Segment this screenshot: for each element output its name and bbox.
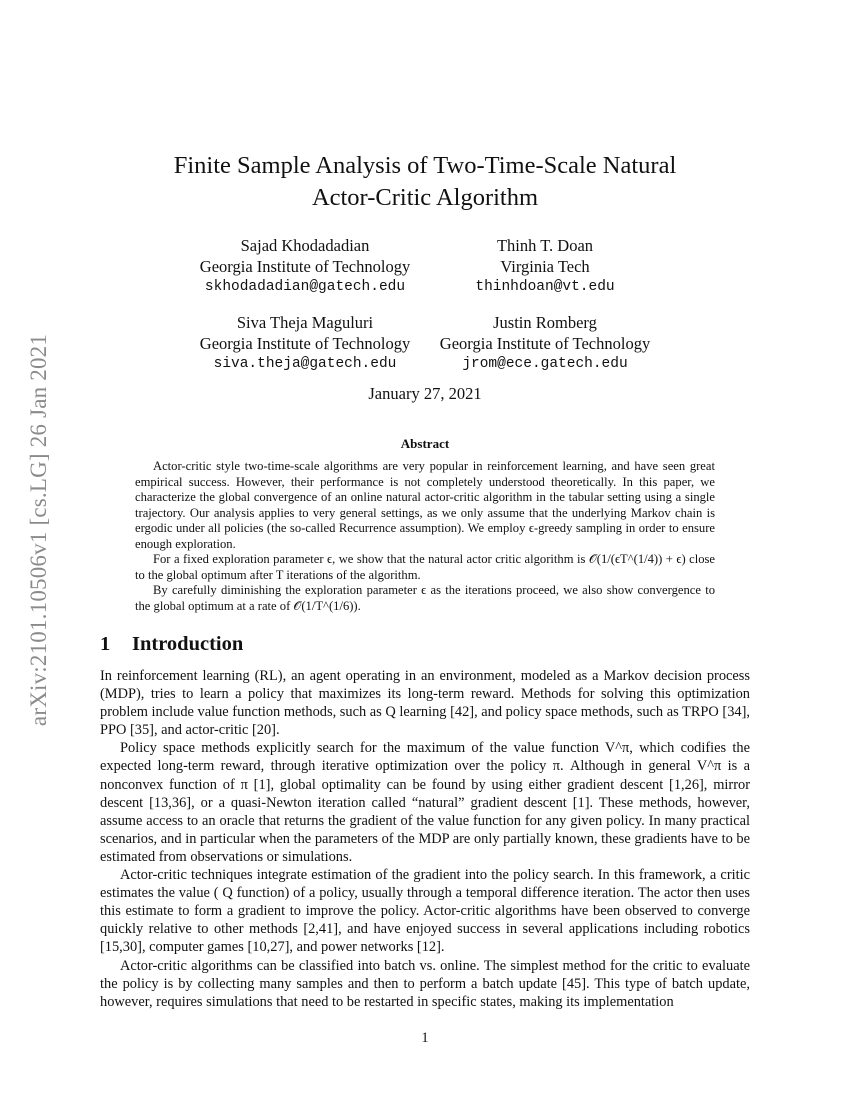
abstract-paragraph: For a fixed exploration parameter ϵ, we show that the natural actor critic algorithm is 𝒪(1/(ϵT^(1/4)) + ϵ) close to the global optimum after T iterations of the algorithm. bbox=[135, 552, 715, 582]
section-title: Introduction bbox=[132, 633, 244, 655]
title-line-1: Finite Sample Analysis of Two-Time-Scale Natural bbox=[173, 152, 677, 179]
author-email: skhodadadian@gatech.edu bbox=[204, 279, 406, 295]
arxiv-stamp bbox=[24, 290, 54, 770]
author-name: Thinh T. Doan bbox=[496, 236, 594, 255]
author-affiliation: Georgia Institute of Technology bbox=[199, 334, 411, 353]
author-affiliation: Virginia Tech bbox=[500, 257, 590, 276]
introduction-body bbox=[100, 667, 750, 1011]
body-paragraph: In reinforcement learning (RL), an agent operating in an environment, modeled as a Markov decision process (MDP), tries to learn a policy that maximizes its long-term reward. Methods for solving this optimization problem include value function methods, such as Q learning [42], and policy space methods, such as TRPO [34], PPO [35], and actor-critic [20]. bbox=[100, 668, 750, 739]
author-email: thinhdoan@vt.edu bbox=[475, 279, 615, 295]
author-name: Sajad Khodadadian bbox=[240, 236, 370, 255]
body-paragraph: Policy space methods explicitly search for the maximum of the value function V^π, which codifies the expected long-term reward, through iterative optimization over the policy π. Although in general V^π is a nonconvex function of π [1], global optimality can be found by using either gradient descent [1,26], mirror descent [13,36], or a quasi-Newton iteration called “natural” gradient descent [1]. These methods, however, assume access to an oracle that returns the gradient of the value function for any given policy. In many practical scenarios, and in particular when the parameters of the MDP are only partially known, these gradients have to be estimated from observations or simulations. bbox=[100, 740, 750, 865]
abstract-paragraph: Actor-critic style two-time-scale algorithms are very popular in reinforcement learning, and have seen great empirical success. However, their performance is not completely understood theoretically. In this paper, we characterize the global convergence of an online natural actor-critic algorithm in the tabular setting using a single trajectory. Our analysis applies to very general settings, as we only assume that the underlying Markov chain is ergodic under all policies (the so-called Recurrence assumption). We employ ϵ-greedy sampling in order to ensure enough exploration. bbox=[135, 459, 715, 551]
title-line-2: Actor-Critic Algorithm bbox=[311, 184, 539, 211]
author-block bbox=[430, 235, 660, 298]
author-affiliation: Georgia Institute of Technology bbox=[439, 334, 651, 353]
section-heading bbox=[100, 633, 243, 656]
body-paragraph: Actor-critic algorithms can be classified into batch vs. online. The simplest method for the critic to evaluate the policy is by collecting many samples and then to perform a batch update [45]. This type of batch update, however, requires simulations that need to be restarted in specific states, making its implementation bbox=[100, 957, 750, 1010]
abstract bbox=[135, 459, 715, 614]
arxiv-identifier: arXiv:2101.10506v1 [cs.LG] 26 Jan 2021 bbox=[26, 333, 51, 727]
author-block bbox=[180, 312, 430, 375]
page-number: 1 bbox=[421, 1030, 429, 1046]
author-block bbox=[180, 235, 430, 298]
author-affiliation: Georgia Institute of Technology bbox=[199, 257, 411, 276]
paper-title bbox=[100, 150, 750, 214]
section-number: 1 bbox=[100, 633, 111, 655]
author-name: Justin Romberg bbox=[493, 313, 597, 332]
abstract-paragraph: By carefully diminishing the exploration parameter ϵ as the iterations proceed, we also show convergence to the global optimum at a rate of 𝒪(1/T^(1/6)). bbox=[135, 583, 715, 613]
author-name: Siva Theja Maguluri bbox=[236, 313, 374, 332]
author-email: siva.theja@gatech.edu bbox=[213, 356, 397, 372]
paper-date: January 27, 2021 bbox=[368, 384, 482, 403]
author-block bbox=[430, 312, 660, 375]
abstract-heading: Abstract bbox=[400, 436, 450, 451]
body-paragraph: Actor-critic techniques integrate estimation of the gradient into the policy search. In this framework, a critic estimates the value ( Q function) of a policy, usually through a temporal difference iteration. The actor then uses this estimate to form a gradient to improve the policy. Actor-critic algorithms have been observed to converge quickly relative to other methods [2,41], and have enjoyed success in several applications including robotics [15,30], computer games [10,27], and power networks [12]. bbox=[100, 867, 750, 956]
author-email: jrom@ece.gatech.edu bbox=[462, 356, 628, 372]
